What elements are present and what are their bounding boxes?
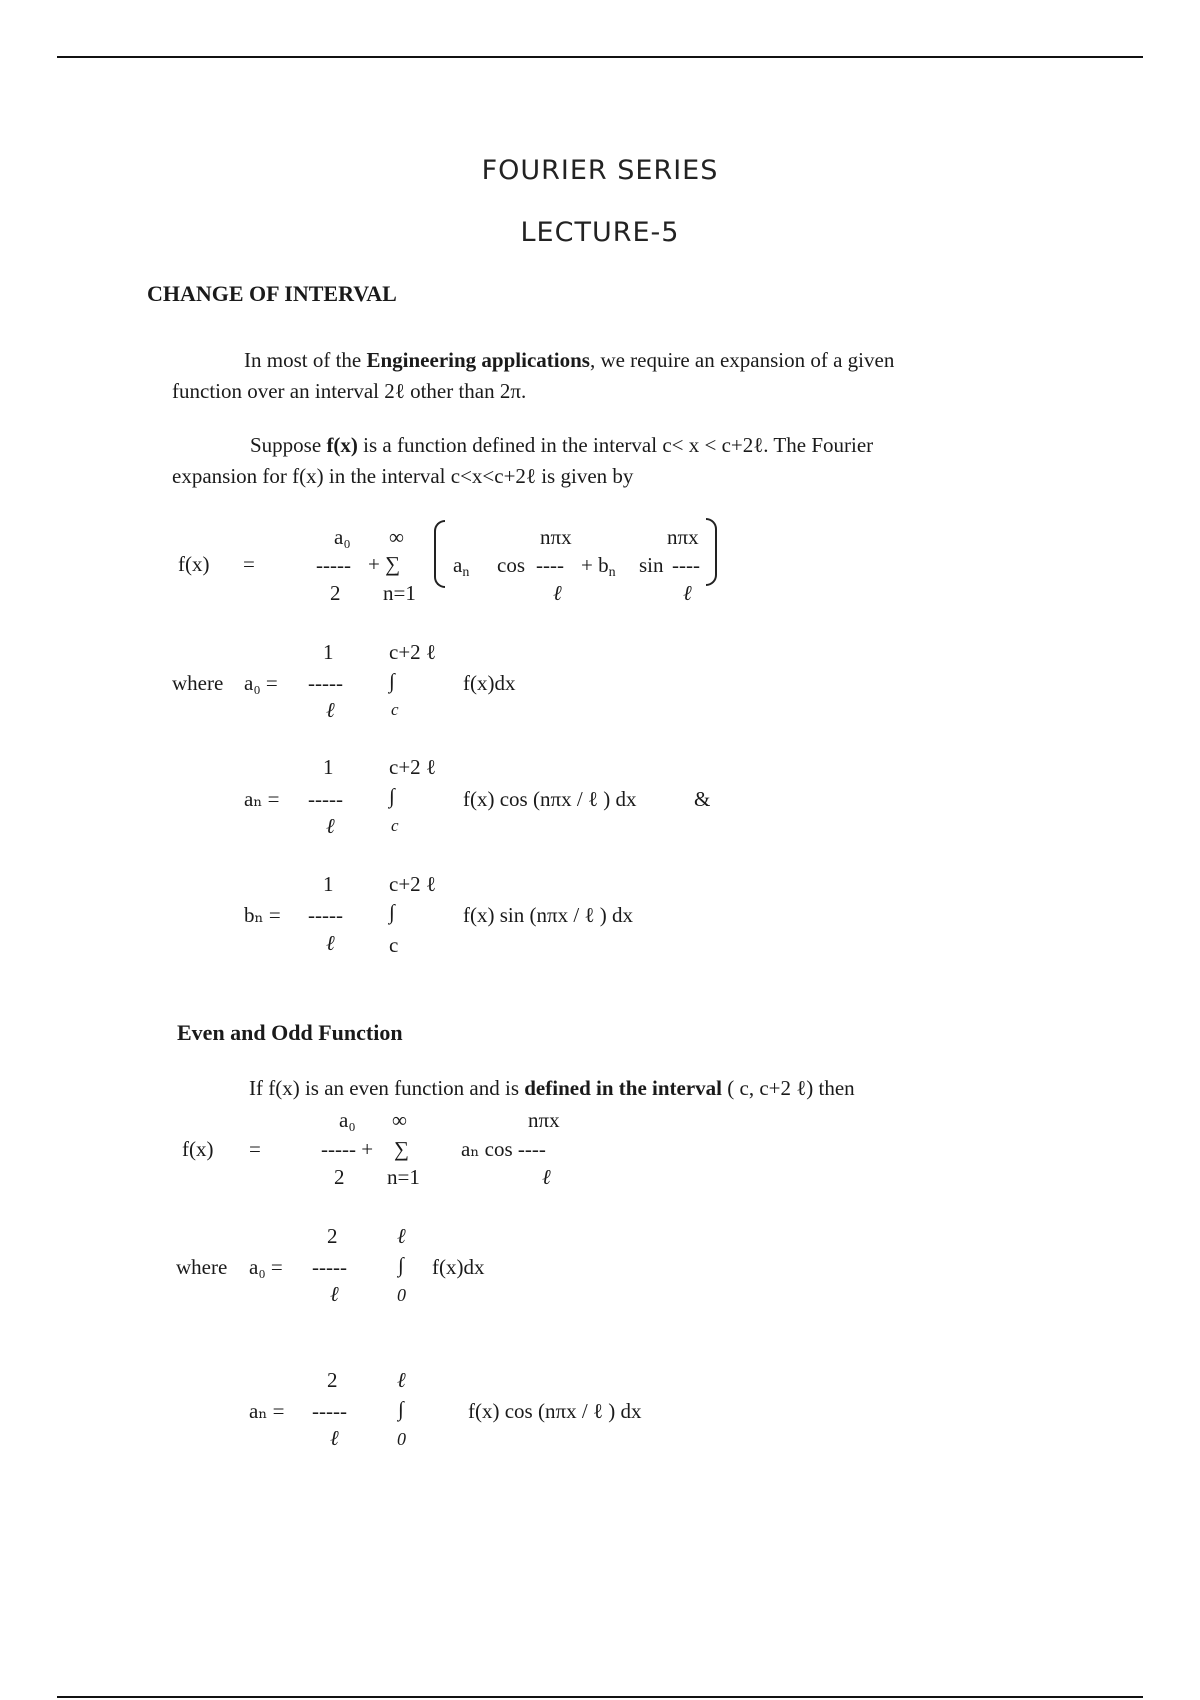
- even-an-lhs: aₙ =: [249, 1399, 285, 1423]
- a0-where: where: [172, 671, 224, 695]
- a0-lhs: a₀ =: [244, 671, 278, 695]
- eq1-npx-2: nπx: [667, 525, 699, 549]
- eq1-infinity: ∞: [389, 525, 404, 549]
- even-eq-equals: =: [249, 1137, 261, 1161]
- even-a0-num: 2: [327, 1224, 338, 1248]
- even-a0-integral: ∫: [398, 1253, 404, 1277]
- eq1-cos: cos: [497, 553, 525, 577]
- even-eq-ell: ℓ: [542, 1165, 551, 1189]
- an-lower: c: [391, 816, 399, 835]
- eq1-frac-bar: -----: [316, 553, 351, 577]
- even-a0-lhs: a₀ =: [249, 1255, 283, 1279]
- even-a0-lower: 0: [397, 1285, 406, 1305]
- top-rule: [57, 56, 1143, 58]
- eq1-frac-bar-2: ----: [672, 553, 700, 577]
- even-eq-lhs: f(x): [182, 1137, 214, 1161]
- eq1-sin: sin: [639, 553, 664, 577]
- bn-bar: -----: [308, 903, 343, 927]
- section-heading-change-of-interval: CHANGE OF INTERVAL: [147, 281, 397, 306]
- an-upper: c+2 ℓ: [389, 755, 436, 779]
- lecture-title: LECTURE-5: [520, 217, 680, 248]
- an-num: 1: [323, 755, 334, 779]
- eq1-n-equals-1: n=1: [383, 581, 416, 605]
- bn-integrand: f(x) sin (nπx / ℓ ) dx: [463, 903, 633, 927]
- a0-lower: c: [391, 700, 399, 719]
- even-an-upper: ℓ: [397, 1368, 406, 1392]
- bottom-rule: [57, 1696, 1143, 1698]
- even-an-den: ℓ: [330, 1426, 339, 1450]
- eq1-plus-bn: + $b_n$: [581, 553, 616, 580]
- bn-den: ℓ: [326, 931, 335, 955]
- eq1-a0: a₀: [334, 525, 351, 549]
- eq1-ell-2: ℓ: [683, 581, 692, 605]
- even-eq-sigma: ∑: [394, 1137, 409, 1161]
- section-heading-even-odd: Even and Odd Function: [177, 1020, 403, 1045]
- an-ampersand: &: [694, 787, 711, 811]
- right-bracket: [706, 518, 717, 586]
- an-integral: ∫: [389, 784, 395, 808]
- intro-paragraph: In most of the Engineering applications, we require an expansion of a given function over an interval 2ℓ other than 2π.: [172, 348, 895, 403]
- even-an-integrand: f(x) cos (nπx / ℓ ) dx: [468, 1399, 642, 1423]
- eq1-lhs: f(x): [178, 552, 210, 576]
- even-a0-where: where: [176, 1255, 228, 1279]
- even-eq-a0: a₀: [339, 1108, 356, 1132]
- even-an-num: 2: [327, 1368, 338, 1392]
- bn-upper: c+2 ℓ: [389, 872, 436, 896]
- an-integrand: f(x) cos (nπx / ℓ ) dx: [463, 787, 637, 811]
- even-a0-bar: -----: [312, 1255, 347, 1279]
- page-title: FOURIER SERIES: [481, 155, 719, 186]
- an-lhs: aₙ =: [244, 787, 280, 811]
- suppose-paragraph: Suppose f(x) is a function defined in the interval c< x < c+2ℓ. The Fourier expansion for f(x) in the interval c<x<c+2ℓ is given by: [172, 433, 874, 488]
- even-eq-two: 2: [334, 1165, 345, 1189]
- even-eq-infinity: ∞: [392, 1108, 407, 1132]
- a0-upper: c+2 ℓ: [389, 640, 436, 664]
- even-an-bar: -----: [312, 1399, 347, 1423]
- even-eq-npx: nπx: [528, 1108, 560, 1132]
- left-bracket: [434, 520, 445, 588]
- even-eq-n-equals-1: n=1: [387, 1165, 420, 1189]
- eq1-npx-1: nπx: [540, 525, 572, 549]
- a0-den: ℓ: [326, 698, 335, 722]
- eq1-frac-bar-1: ----: [536, 553, 564, 577]
- even-an-integral: ∫: [398, 1397, 404, 1421]
- eq1-plus-sigma: + ∑: [368, 552, 401, 576]
- bn-integral: ∫: [389, 900, 395, 924]
- even-eq-an-cos: aₙ cos ----: [461, 1137, 546, 1161]
- a0-integrand: f(x)dx: [463, 671, 516, 695]
- bn-lower: c: [389, 933, 399, 957]
- even-eq-frac-bar: ----- +: [321, 1137, 374, 1161]
- even-function-paragraph: If f(x) is an even function and is defined in the interval ( c, c+2 ℓ) then: [249, 1076, 855, 1100]
- eq1-equals: =: [243, 552, 255, 576]
- an-bar: -----: [308, 787, 343, 811]
- even-an-lower: 0: [397, 1429, 406, 1449]
- even-a0-den: ℓ: [330, 1282, 339, 1306]
- bn-lhs: bₙ =: [244, 903, 281, 927]
- eq1-two: 2: [330, 581, 341, 605]
- a0-integral: ∫: [389, 669, 395, 693]
- bn-num: 1: [323, 872, 334, 896]
- an-den: ℓ: [326, 814, 335, 838]
- a0-num: 1: [323, 640, 334, 664]
- even-a0-integrand: f(x)dx: [432, 1255, 485, 1279]
- eq1-an: $a_n$: [453, 553, 470, 580]
- eq1-ell-1: ℓ: [553, 581, 562, 605]
- a0-bar: -----: [308, 671, 343, 695]
- even-a0-upper: ℓ: [397, 1224, 406, 1248]
